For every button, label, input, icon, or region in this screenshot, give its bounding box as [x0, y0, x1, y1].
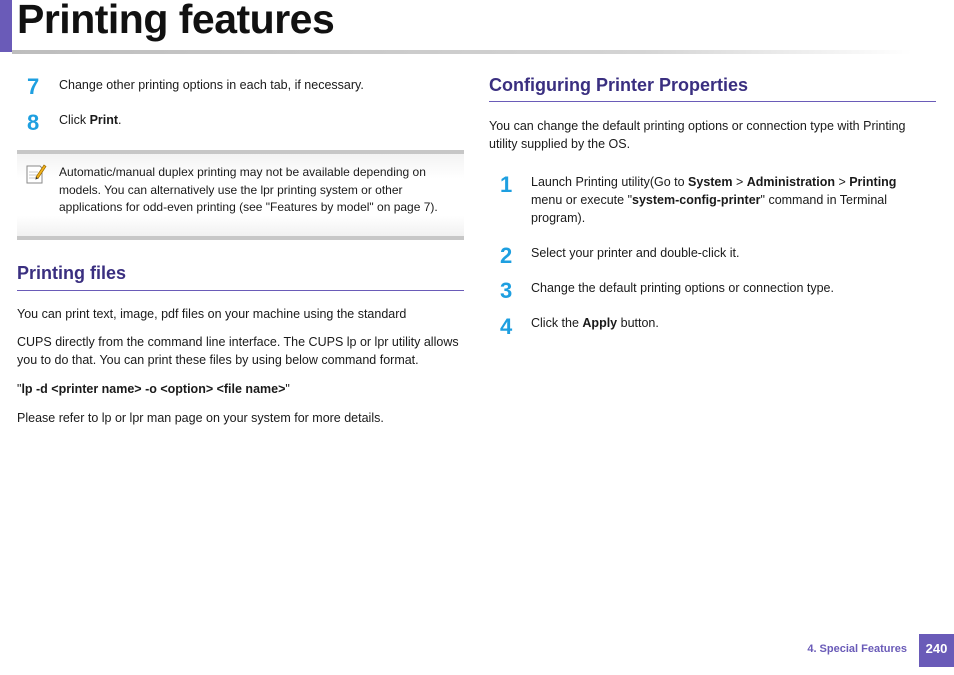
page-title: Printing features [17, 0, 335, 42]
step-2-text: Select your printer and double-click it. [531, 246, 740, 260]
page-number: 240 [919, 634, 954, 667]
print-label: Print [89, 113, 119, 127]
note-pencil-icon [25, 162, 47, 186]
printing-files-heading: Printing files [17, 263, 127, 283]
configuring-printer-heading: Configuring Printer Properties [489, 75, 749, 95]
step-1-text: Launch Printing utility(Go to System > Administration > Printing menu or execute "system-config-printer" command in Terminal program). [531, 175, 897, 225]
step-number-2: 2 [500, 243, 513, 268]
step-4-text: Click the Apply button. [531, 316, 659, 330]
apply-label: Apply [582, 316, 618, 330]
step-number-4: 4 [500, 314, 513, 339]
note-box [17, 150, 464, 240]
printing-files-rule [17, 290, 464, 291]
footer-section-label: 4. Special Features [807, 643, 907, 655]
command-format: "lp -d <printer name> -o <option> <file name>" [17, 382, 290, 396]
step-number-3: 3 [500, 278, 513, 303]
step-number-1: 1 [500, 172, 513, 197]
step-8-text: Click Print. [59, 113, 122, 127]
title-underline [12, 50, 912, 54]
configuring-intro: You can change the default printing options or connection type with Printing utility supplied by the OS. [489, 119, 906, 151]
header-accent-bar [0, 0, 12, 52]
step-number-7: 7 [27, 74, 40, 99]
note-text: Automatic/manual duplex printing may not be available depending on models. You can alternatively use the lpr printing system or other applications for odd-even printing (see "Features by model" on page 7). [59, 165, 438, 214]
printing-files-para-1: You can print text, image, pdf files on your machine using the standard [17, 307, 407, 321]
configuring-printer-rule [489, 101, 936, 102]
step-3-text: Change the default printing options or connection type. [531, 281, 834, 295]
step-number-8: 8 [27, 110, 40, 135]
command-text: lp -d <printer name> -o <option> <file name> [21, 382, 286, 396]
printing-files-para-2: CUPS directly from the command line interface. The CUPS lp or lpr utility allows you to do that. You can print these files by using below command format. [17, 335, 459, 367]
step-7-text: Change other printing options in each tab, if necessary. [59, 78, 364, 92]
printing-files-para-3: Please refer to lp or lpr man page on your system for more details. [17, 411, 384, 425]
